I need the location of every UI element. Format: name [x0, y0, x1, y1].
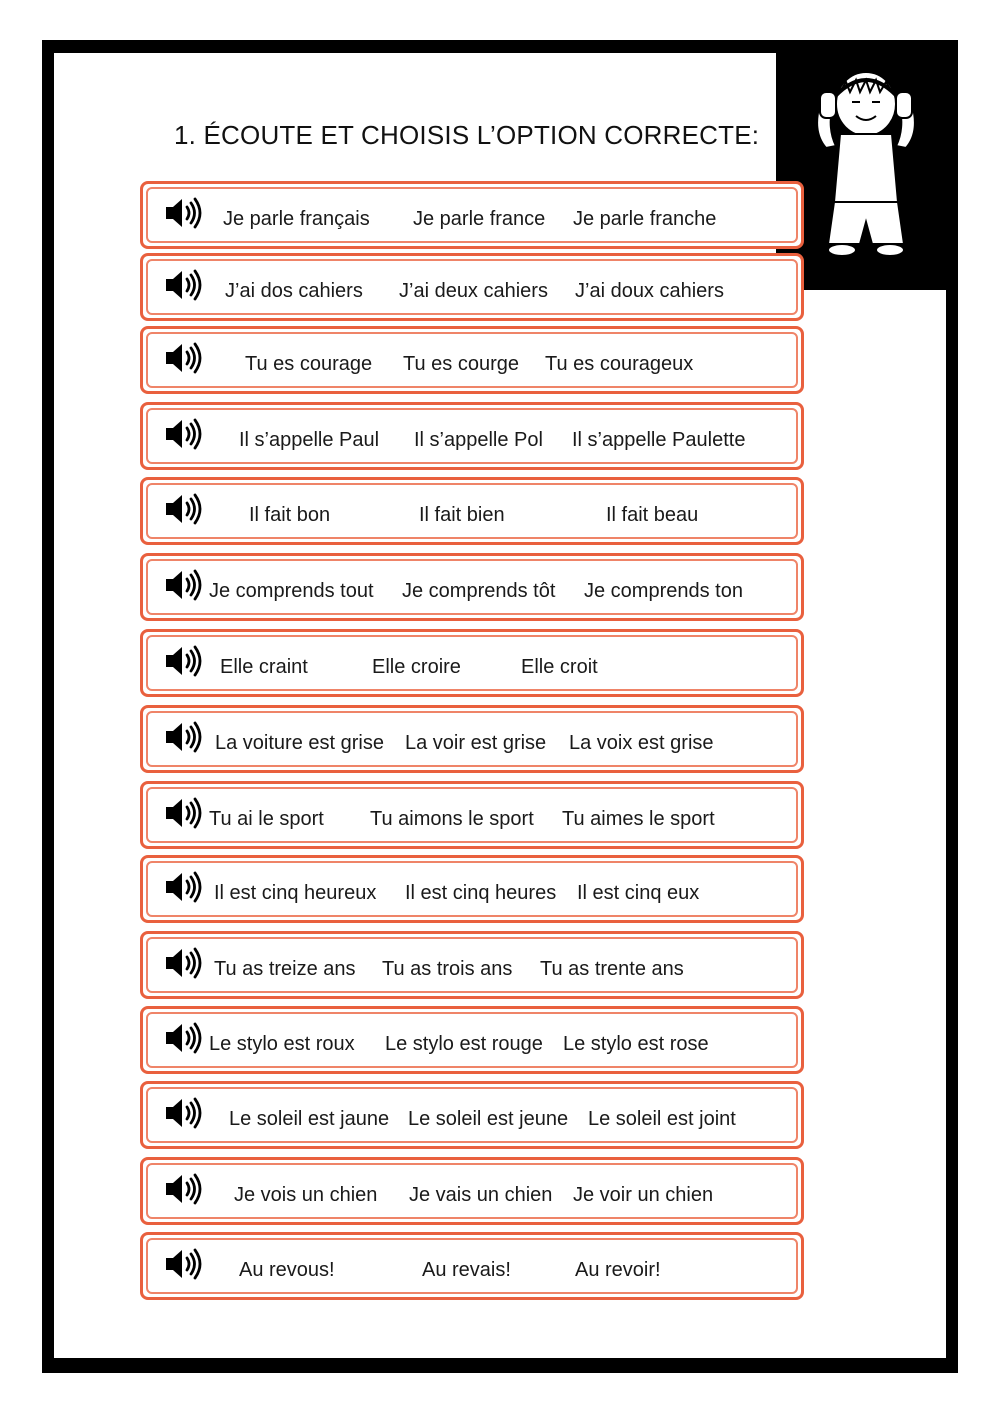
exercise-row	[140, 553, 804, 621]
answer-option-1[interactable]: Je parle français	[223, 208, 370, 230]
speaker-icon[interactable]	[163, 268, 203, 302]
page-title: 1. ÉCOUTE ET CHOISIS L’OPTION CORRECTE:	[174, 120, 760, 150]
answer-option-1[interactable]: Je comprends tout	[209, 580, 374, 602]
answer-option-1[interactable]: Le stylo est roux	[209, 1033, 355, 1055]
answer-option-2[interactable]: Je comprends tôt	[402, 580, 556, 602]
answer-option-1[interactable]: Elle craint	[220, 656, 308, 678]
answer-option-1[interactable]: J’ai dos cahiers	[225, 280, 363, 302]
answer-option-3[interactable]: Je parle franche	[573, 208, 717, 230]
answer-option-2[interactable]: Je vais un chien	[409, 1184, 553, 1206]
speaker-icon[interactable]	[163, 796, 203, 830]
answer-option-2[interactable]: Le stylo est rouge	[385, 1033, 543, 1055]
exercise-row	[140, 781, 804, 849]
answer-option-2[interactable]: Il fait bien	[419, 504, 505, 526]
answer-option-3[interactable]: Au revoir!	[575, 1259, 661, 1281]
answer-option-2[interactable]: J’ai deux cahiers	[399, 280, 548, 302]
answer-option-2[interactable]: Il s’appelle Pol	[414, 429, 543, 451]
answer-option-2[interactable]: Tu aimons le sport	[370, 808, 534, 830]
answer-option-3[interactable]: Il s’appelle Paulette	[572, 429, 746, 451]
answer-option-1[interactable]: Le soleil est jaune	[229, 1108, 390, 1130]
answer-option-3[interactable]: Tu aimes le sport	[562, 808, 715, 830]
speaker-icon[interactable]	[163, 946, 203, 980]
exercise-row	[140, 181, 804, 249]
speaker-icon[interactable]	[163, 1096, 203, 1130]
answer-option-3[interactable]: Il fait beau	[606, 504, 699, 526]
exercise-row	[140, 1157, 804, 1225]
answer-option-2[interactable]: Je parle france	[413, 208, 546, 230]
exercise-row	[140, 1081, 804, 1149]
answer-option-1[interactable]: Il s’appelle Paul	[239, 429, 380, 451]
exercise-row	[140, 1232, 804, 1300]
speaker-icon[interactable]	[163, 341, 203, 375]
answer-option-1[interactable]: Tu ai le sport	[209, 808, 324, 830]
speaker-icon[interactable]	[163, 417, 203, 451]
answer-option-3[interactable]: Le soleil est joint	[588, 1108, 736, 1130]
speaker-icon[interactable]	[163, 196, 203, 230]
speaker-icon[interactable]	[163, 644, 203, 678]
answer-option-3[interactable]: Elle croit	[521, 656, 598, 678]
exercise-row	[140, 477, 804, 545]
exercise-row	[140, 1006, 804, 1074]
answer-option-2[interactable]: Au revais!	[422, 1259, 511, 1281]
kid-with-headphones-icon	[806, 62, 926, 262]
speaker-icon[interactable]	[163, 1021, 203, 1055]
speaker-icon[interactable]	[163, 1247, 203, 1281]
speaker-icon[interactable]	[163, 1172, 203, 1206]
exercise-row	[140, 931, 804, 999]
answer-option-3[interactable]: Le stylo est rose	[563, 1033, 709, 1055]
speaker-icon[interactable]	[163, 720, 203, 754]
speaker-icon[interactable]	[163, 492, 203, 526]
answer-option-1[interactable]: Il est cinq heureux	[214, 882, 377, 904]
answer-option-3[interactable]: Il est cinq eux	[577, 882, 700, 904]
answer-option-2[interactable]: Le soleil est jeune	[408, 1108, 569, 1130]
exercise-row	[140, 326, 804, 394]
answer-option-1[interactable]: Tu as treize ans	[214, 958, 356, 980]
exercise-row	[140, 855, 804, 923]
answer-option-1[interactable]: Tu es courage	[245, 353, 373, 375]
answer-option-3[interactable]: Tu as trente ans	[540, 958, 684, 980]
answer-option-3[interactable]: Je comprends ton	[584, 580, 743, 602]
answer-option-1[interactable]: Je vois un chien	[234, 1184, 378, 1206]
answer-option-1[interactable]: Au revous!	[239, 1259, 335, 1281]
answer-option-2[interactable]: Il est cinq heures	[405, 882, 557, 904]
exercise-row	[140, 402, 804, 470]
answer-option-3[interactable]: J’ai doux cahiers	[575, 280, 724, 302]
exercise-row	[140, 705, 804, 773]
answer-option-1[interactable]: La voiture est grise	[215, 732, 384, 754]
exercise-row	[140, 629, 804, 697]
answer-option-2[interactable]: Elle croire	[372, 656, 461, 678]
answer-option-2[interactable]: Tu es courge	[403, 353, 519, 375]
exercise-row	[140, 253, 804, 321]
answer-option-1[interactable]: Il fait bon	[249, 504, 331, 526]
answer-option-3[interactable]: Je voir un chien	[573, 1184, 714, 1206]
answer-option-3[interactable]: La voix est grise	[569, 732, 714, 754]
answer-option-2[interactable]: La voir est grise	[405, 732, 547, 754]
answer-option-2[interactable]: Tu as trois ans	[382, 958, 513, 980]
answer-option-3[interactable]: Tu es courageux	[545, 353, 694, 375]
speaker-icon[interactable]	[163, 568, 203, 602]
speaker-icon[interactable]	[163, 870, 203, 904]
